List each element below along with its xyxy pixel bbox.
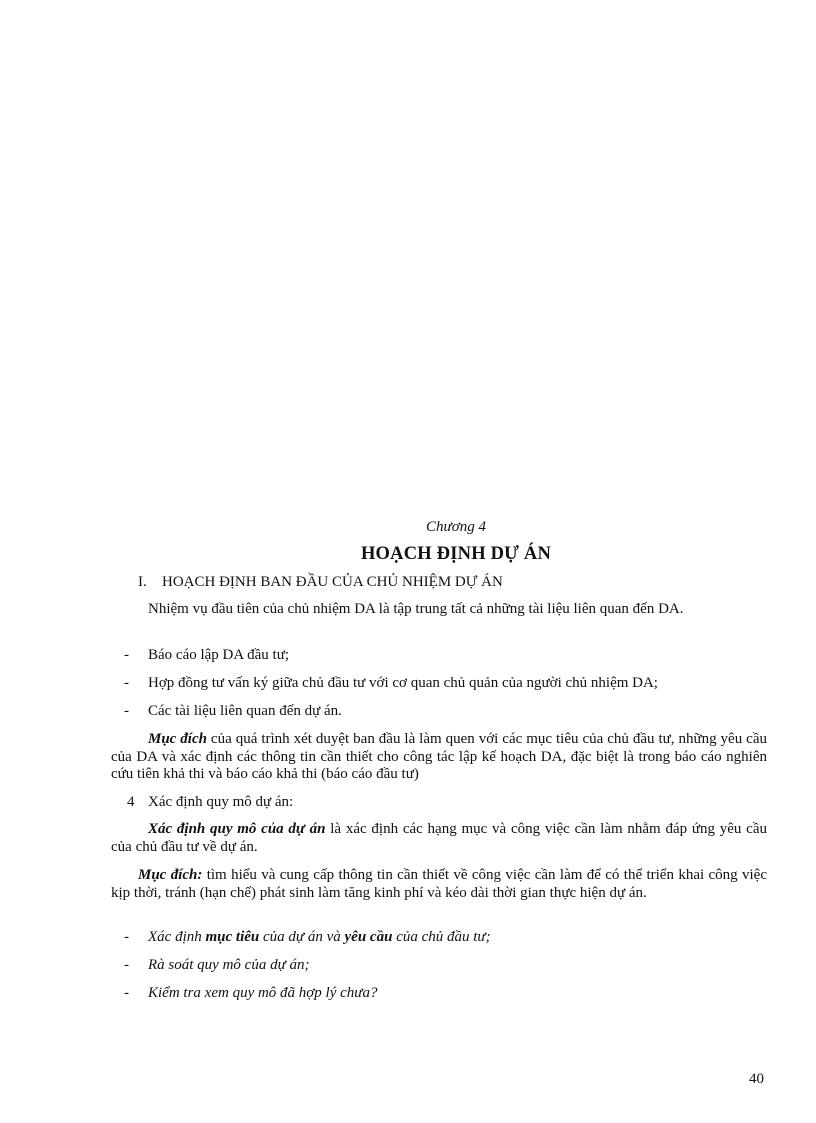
task-emphasis-requirement: yêu cầu: [344, 929, 393, 945]
definition-label: Xác định quy mô của dự án: [148, 821, 326, 837]
chapter-title: HOẠCH ĐỊNH DỰ ÁN: [360, 544, 552, 564]
doc-list-item: [124, 703, 784, 721]
task-text-part: Xác định: [148, 929, 206, 945]
bullet-dash: -: [124, 957, 129, 973]
task-list-item-text: Kiểm tra xem quy mô đã hợp lý chưa?: [148, 985, 378, 1001]
bullet-dash: -: [124, 929, 129, 945]
bullet-dash: -: [124, 703, 129, 719]
doc-list-item-text: Hợp đồng tư vấn ký giữa chủ đầu tư với cơ quan chủ quản của người chủ nhiệm DA;: [148, 675, 658, 691]
section-number: I.: [138, 574, 147, 590]
bullet-dash: -: [124, 675, 129, 691]
sub-item-number: 4: [127, 794, 135, 810]
purpose-label: Mục đích: [148, 731, 207, 747]
page-number: 40: [749, 1071, 764, 1087]
purpose-text: của quá trình xét duyệt ban đầu là làm quen với các mục tiêu của chủ đầu tư, những yêu cầu của DA và xác định các thông tin cần thiết cho công tác lập kế hoạch DA, đặc biệt là trong báo cáo nghiên cứu tiên khả thi và báo cáo khả thi (báo cáo đầu tư): [111, 731, 767, 782]
task-text-part: của dự án và: [259, 929, 345, 945]
task-emphasis-goal: mục tiêu: [205, 929, 260, 945]
purpose-paragraph: [111, 731, 767, 784]
task-list-item: [124, 985, 784, 1003]
sub-item-text: Xác định quy mô dự án:: [148, 794, 294, 810]
chapter-label: Chương 4: [426, 519, 486, 535]
doc-list-item: [124, 647, 784, 665]
task-list-item-text: Rà soát quy mô của dự án;: [148, 957, 310, 973]
section-heading-text: HOẠCH ĐỊNH BAN ĐẦU CỦA CHỦ NHIỆM DỰ ÁN: [162, 574, 503, 590]
doc-list-item-text: Các tài liệu liên quan đến dự án.: [148, 703, 342, 719]
bullet-dash: -: [124, 985, 129, 1001]
section-heading: [138, 574, 503, 591]
task-list-item: [124, 957, 784, 975]
intro-paragraph: Nhiệm vụ đầu tiên của chủ nhiệm DA là tập trung tất cả những tài liệu liên quan đến DA.: [148, 601, 684, 617]
bullet-dash: -: [124, 647, 129, 663]
definition-paragraph: [111, 821, 767, 856]
purpose2-paragraph: [111, 867, 767, 902]
purpose2-text: tìm hiểu và cung cấp thông tin cần thiết về công việc cần làm để có thể triển khai công việc kịp thời, tránh (hạn chế) phát sinh làm tăng kinh phí và kéo dài thời gian thực hiện dự án.: [111, 867, 767, 901]
task-text-part: của chủ đầu tư;: [392, 929, 491, 945]
task-list-item: [124, 929, 784, 947]
sub-item-heading: [127, 794, 293, 811]
purpose2-label: Mục đích:: [138, 867, 203, 883]
doc-list-item-text: Báo cáo lập DA đầu tư;: [148, 647, 290, 663]
definition-text: là xác định các hạng mục và công việc cần làm nhằm đáp ứng yêu cầu của chủ đầu tư về dự án.: [111, 821, 767, 855]
doc-list-item: [124, 675, 784, 693]
